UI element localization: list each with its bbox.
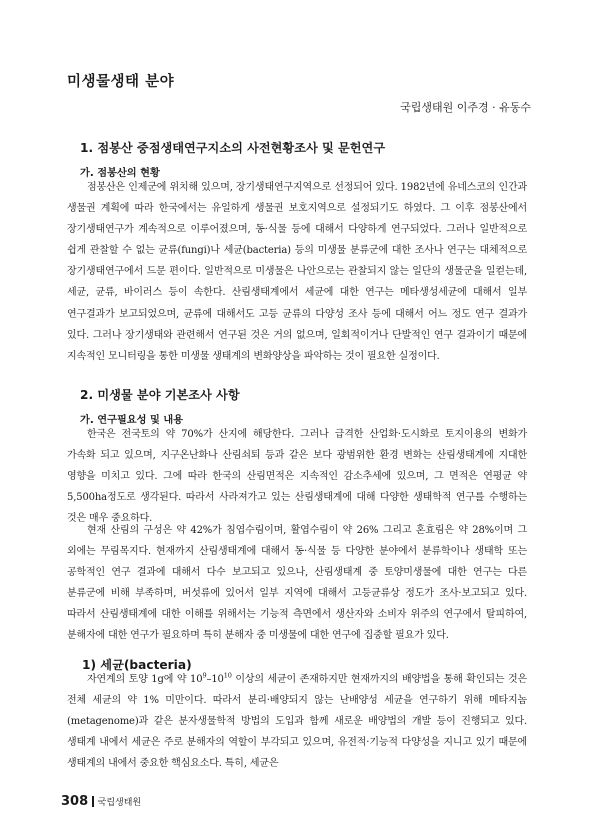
section-1-heading: 1. 점봉산 중점생태연구지소의 사전현황조사 및 문헌연구 [80,141,386,155]
section-3-heading: 1) 세균(bacteria) [82,658,192,672]
footer-divider [92,796,94,807]
section-2-paragraph-1: 한국은 전국토의 약 70%가 산지에 해당한다. 그러나 급격한 산업화·도시화로 토지이용의 변화가 가속화 되고 있으며, 지구온난화나 산림쇠퇴 등과 같은 보다 광범위한 환경 변화는 산림생태계에 지대한 영향을 미치고 있다. 그에 따라 한국의 산림면적은 지속적인 감소추세에 있으며, 그 면적은 연평균 약 5,500ha정도로 생각된다. 따라서 사라져가고 있는 산림생태계에 대해 다양한 생태학적 연구를 수행하는 것은 매우 중요하다. [67,429,527,525]
para-mid: –10 [206,674,224,685]
section-3-paragraph [67,669,527,774]
section-2-subheading: 가. 연구필요성 및 내용 [80,415,184,426]
section-2-paragraph-2: 현재 산림의 구성은 약 42%가 침엽수림이며, 활엽수림이 약 26% 그리고 혼효림은 약 28%이며 그 외에는 무림목지다. 현재까지 산림생태계에 대해서 동·식물 등 다양한 분야에서 분류학이나 생태학 또는 공학적인 연구 결과에 대해서 다수 보고되고 있으나, 산림생태계 중 토양미생물에 대한 연구는 다른 분류군에 비해 부족하며, 버섯류에 있어서 일부 지역에 대해서 고등균류상 정도가 조사·보고되고 있다. 따라서 산림생태계에 대한 이해를 위해서는 기능적 측면에서 생산자와 소비자 위주의 연구에서 탈피하여, 분해자에 대한 연구가 필요하며 특히 분해자 중 미생물에 대한 연구에 집중할 필요가 있다. [67,525,527,642]
exponent-9: 9 [202,671,207,680]
footer-org: 국립생태원 [97,798,142,808]
para-rest: 이상의 세균이 존재하지만 현재까지의 배양법을 통해 확인되는 것은 전체 세균의 약 1% 미만이다. 따라서 분리·배양되지 않는 난배양성 세균을 연구하기 위해 메타지놈(metagenome)과 같은 분자생물학적 방법의 도입과 함께 새로운 배양법의 개발 등이 진행되고 있다. 생태계 내에서 세균은 주로 분해자의 역할이 부각되고 있으며, 유전적·기능적 다양성을 지니고 있기 때문에 생태계의 내에서 중요한 핵심요소다. 특히, 세균은 [67,674,527,770]
authors: 국립생태원 이주경 · 유동수 [400,101,531,114]
exponent-10: 10 [223,671,232,680]
page-number: 308 [61,794,89,809]
section-2-heading: 2. 미생물 분야 기본조사 사항 [80,388,240,402]
para-lead: 자연계의 토양 1g에 약 10 [87,674,203,685]
section-1-paragraph: 점봉산은 인제군에 위치해 있으며, 장기생태연구지역으로 선정되어 있다. 1982년에 유네스코의 인간과 생물권 계획에 따라 한국에서는 유일하게 생물권 보호지역으로 설정되기도 하였다. 그 이후 점봉산에서 장기생태연구가 계속적으로 이루어졌으며, 동·식물 등에 대해서 다양하게 연구되었다. 그러나 일반적으로 쉽게 관찰할 수 없는 균류(fungi)나 세균(bacteria) 등의 미생물 분류군에 대한 조사나 연구는 대체적으로 장기생태연구에서 드문 편이다. 일반적으로 미생물은 나안으로는 관찰되지 않는 일단의 생물군을 일컫는데, 세균, 균류, 바이러스 등이 속한다. 산림생태계에서 세균에 대한 연구는 메타생성세균에 대해서 일부 연구결과가 보고되었으며, 균류에 대해서도 고등 균류의 다양성 조사 등에 대해서 어느 정도 연구 결과가 있다. 그러나 장기생태와 관련해서 연구된 것은 거의 없으며, 일회적이거나 단발적인 연구 결과이기 때문에 지속적인 모니터링을 통한 미생물 생태계의 변화양상을 파악하는 것이 필요한 실정이다. [67,182,527,362]
section-1-subheading: 가. 점봉산의 현황 [80,168,160,179]
page-footer [61,794,141,809]
page-title: 미생물생태 분야 [67,74,175,90]
